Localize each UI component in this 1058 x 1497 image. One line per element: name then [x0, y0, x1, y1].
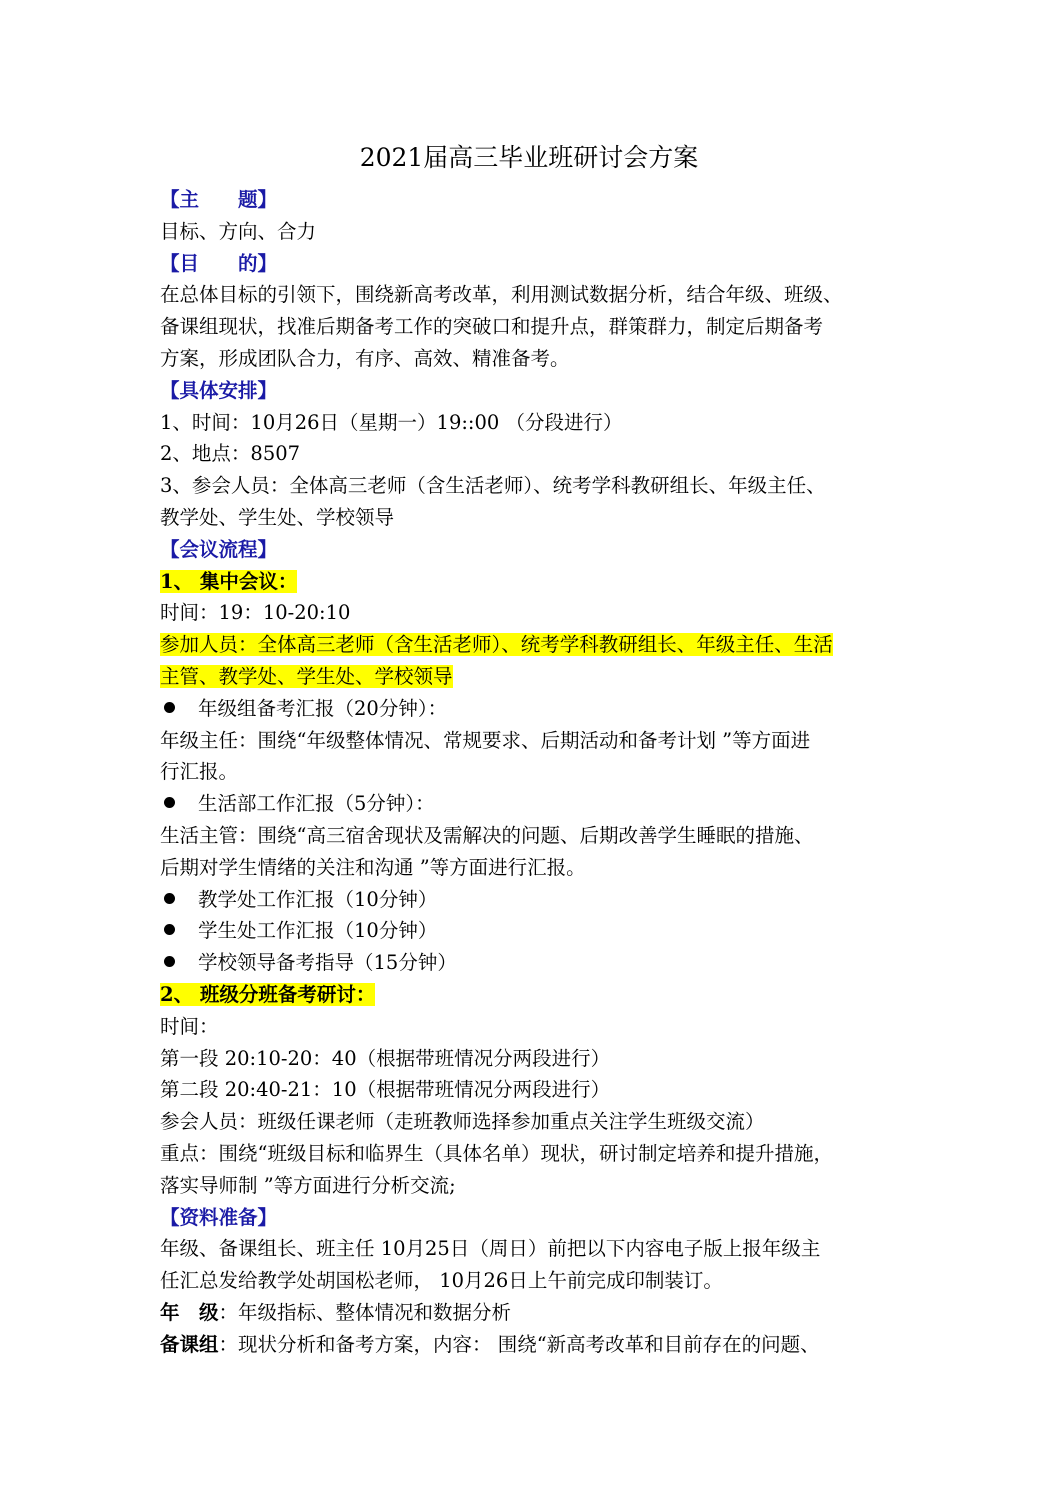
group-text: ：现状分析和备考方案，内容： 围绕“新高考改革和目前存在的问题、: [218, 1332, 820, 1356]
list-item: [160, 788, 900, 820]
bullet-icon: [160, 788, 198, 820]
meeting1-attendees-line: [160, 629, 900, 661]
purpose-line: 备课组现状，找准后期备考工作的突破口和提升点，群策群力，制定后期备考: [160, 315, 824, 339]
list-item: [160, 915, 900, 947]
meeting2-focus: 落实导师制 ”等方面进行分析交流;: [160, 1173, 456, 1197]
meeting1-time: 时间：19：10-20:10: [160, 601, 351, 625]
list-item-text: 学生处工作汇报（10分钟）: [198, 919, 438, 943]
document-body: [160, 184, 900, 1360]
section-heading-arrangement: 【具体安排】: [160, 378, 278, 402]
group-label: 备课组: [160, 1332, 219, 1356]
bullet-icon: [160, 947, 198, 979]
arrangement-line: 2、地点：8507: [160, 442, 301, 466]
section-heading-purpose: 【目 的】: [160, 251, 278, 275]
grade-materials: [160, 1297, 900, 1329]
item-description: 年级主任：围绕“年级整体情况、常规要求、后期活动和备考计划 ”等方面进: [160, 728, 811, 752]
meeting2-heading: 2、 班级分班备考研讨：: [160, 982, 376, 1006]
purpose-line: 在总体目标的引领下，围绕新高考改革，利用测试数据分析，结合年级、班级、: [160, 283, 843, 307]
item-description: 行汇报。: [160, 760, 239, 784]
section-heading-materials: 【资料准备】: [160, 1205, 278, 1229]
meeting2-focus: 重点：围绕“班级目标和临界生（具体名单）现状，研讨制定培养和提升措施，: [160, 1141, 833, 1165]
bullet-icon: [160, 884, 198, 916]
list-item-text: 学校领导备考指导（15分钟）: [198, 951, 457, 975]
purpose-line: 方案，形成团队合力，有序、高效、精准备考。: [160, 346, 570, 370]
meeting1-attendees: 主管、教学处、学生处、学校领导: [160, 664, 453, 688]
arrangement-line: 1、时间：10月26日（星期一）19::00 （分段进行）: [160, 410, 623, 434]
section-heading-process: 【会议流程】: [160, 537, 278, 561]
section-heading-theme: 【主 题】: [160, 188, 278, 211]
list-item: [160, 693, 900, 725]
meeting2-segment: 第一段 20:10-20：40（根据带班情况分两段进行）: [160, 1046, 611, 1070]
meeting2-time: 时间：: [160, 1014, 219, 1038]
document-title: 2021届高三毕业班研讨会方案: [359, 143, 699, 172]
bullet-icon: [160, 915, 198, 947]
meeting2-attendees: 参会人员：班级任课老师（走班教师选择参加重点关注学生班级交流）: [160, 1110, 765, 1134]
item-description: 后期对学生情绪的关注和沟通 ”等方面进行汇报。: [160, 855, 586, 879]
arrangement-line: 教学处、学生处、学校领导: [160, 505, 395, 529]
list-item-text: 年级组备考汇报（20分钟）：: [198, 696, 448, 720]
arrangement-line: 3、参会人员：全体高三老师（含生活老师）、统考学科教研组长、年级主任、: [160, 474, 826, 498]
theme-text: 目标、方向、合力: [160, 219, 317, 243]
grade-label: 年 级: [160, 1300, 219, 1324]
list-item-text: 生活部工作汇报（5分钟）：: [198, 792, 435, 816]
list-item-text: 教学处工作汇报（10分钟）: [198, 887, 438, 911]
materials-line: 年级、备课组长、班主任 10月25日（周日）前把以下内容电子版上报年级主: [160, 1237, 821, 1261]
group-materials: [160, 1329, 900, 1361]
grade-text: ：年级指标、整体情况和数据分析: [218, 1300, 512, 1324]
bullet-icon: [160, 693, 198, 725]
meeting2-heading-line: [160, 979, 900, 1011]
list-item: [160, 884, 900, 916]
meeting1-heading-line: [160, 566, 900, 598]
meeting1-heading: 1、 集中会议：: [160, 569, 298, 593]
meeting1-attendees-line: [160, 661, 900, 693]
meeting1-attendees: 参加人员：全体高三老师（含生活老师）、统考学科教研组长、年级主任、生活: [160, 633, 833, 657]
item-description: 生活主管：围绕“高三宿舍现状及需解决的问题、后期改善学生睡眠的措施、: [160, 823, 814, 847]
meeting2-segment: 第二段 20:40-21：10（根据带班情况分两段进行）: [160, 1078, 611, 1102]
materials-line: 任汇总发给教学处胡国松老师， 10月26日上午前完成印制装订。: [160, 1269, 723, 1293]
list-item: [160, 947, 900, 979]
